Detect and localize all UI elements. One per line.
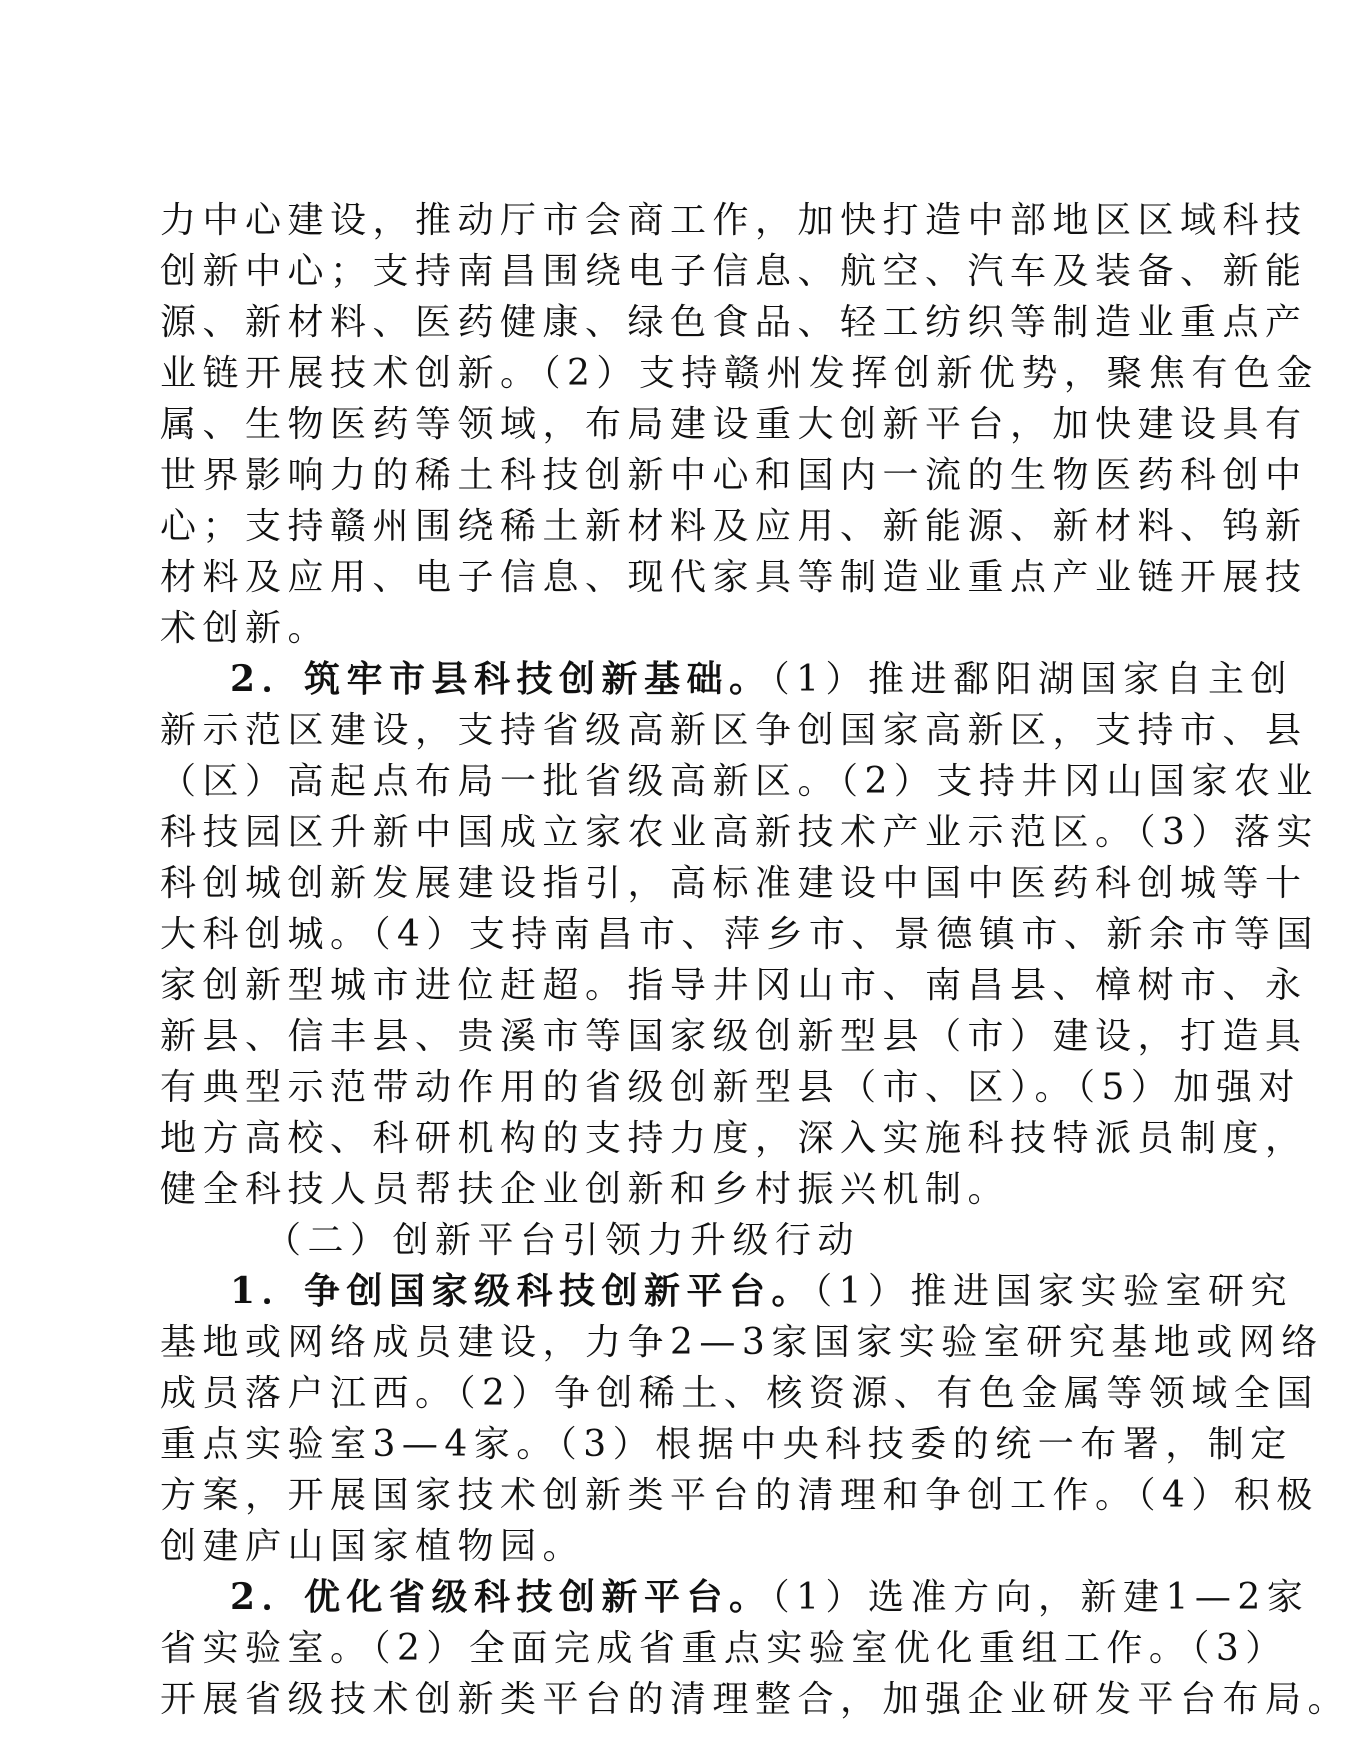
- text-line: 创新中心；支持南昌围绕电子信息、航空、汽车及装备、新能: [160, 251, 1308, 292]
- text-line: 创建庐山国家植物园。: [160, 1526, 586, 1567]
- text-line: 材料及应用、电子信息、现代家具等制造业重点产业链开展技: [160, 557, 1308, 598]
- text-line: 成员落户江西。（2）争创稀土、核资源、有色金属等领域全国: [160, 1373, 1319, 1414]
- text-line: 属、生物医药等领域，布局建设重大创新平台，加快建设具有: [160, 404, 1308, 445]
- text-line: 大科创城。（4）支持南昌市、萍乡市、景德镇市、新余市等国: [160, 914, 1319, 955]
- text-line: 开展省级技术创新类平台的清理整合，加强企业研发平台布局。: [160, 1679, 1350, 1720]
- text-line: 世界影响力的稀土科技创新中心和国内一流的生物医药科创中: [160, 455, 1308, 496]
- text-line: 新示范区建设，支持省级高新区争创国家高新区，支持市、县: [160, 710, 1308, 751]
- paragraph-heading: 1．争创国家级科技创新平台。: [230, 1270, 815, 1312]
- section-title: （二）创新平台引领力升级行动: [265, 1220, 861, 1261]
- paragraph-3: [160, 1266, 1324, 1572]
- text-line: 心；支持赣州围绕稀土新材料及应用、新能源、新材料、钨新: [160, 506, 1308, 547]
- text-line: 基地或网络成员建设，力争2—3家国家实验室研究基地或网络: [160, 1322, 1324, 1363]
- text-line: 健全科技人员帮扶企业创新和乡村振兴机制。: [160, 1169, 1011, 1210]
- text-line: 术创新。: [160, 608, 331, 649]
- text-run: （1）选准方向，新建1—2家: [771, 1577, 1310, 1618]
- text-line: 新县、信丰县、贵溪市等国家级创新型县（市）建设，打造具: [160, 1016, 1308, 1057]
- paragraph-4: [160, 1572, 1350, 1725]
- paragraph-heading: 2．筑牢市县科技创新基础。: [230, 658, 772, 700]
- text-line: 业链开展技术创新。（2）支持赣州发挥创新优势，聚焦有色金: [160, 353, 1319, 394]
- paragraph-1: [160, 195, 1319, 654]
- text-run: （1）推进鄱阳湖国家自主创: [771, 659, 1293, 700]
- paragraph-2: [160, 654, 1319, 1215]
- paragraph-first-line: [160, 1266, 1293, 1317]
- text-line: 科创城创新发展建设指引，高标准建设中国中医药科创城等十: [160, 863, 1308, 904]
- text-line: 科技园区升新中国成立家农业高新技术产业示范区。（3）落实: [160, 812, 1319, 853]
- paragraph-heading: 2．优化省级科技创新平台。: [230, 1576, 772, 1618]
- text-run: （1）推进国家实验室研究: [814, 1271, 1293, 1312]
- text-line: 方案，开展国家技术创新类平台的清理和争创工作。（4）积极: [160, 1475, 1319, 1516]
- text-line: 重点实验室3—4家。（3）根据中央科技委的统一布署，制定: [160, 1424, 1293, 1465]
- text-line: 地方高校、科研机构的支持力度，深入实施科技特派员制度，: [160, 1118, 1308, 1159]
- text-line: （区）高起点布局一批省级高新区。（2）支持井冈山国家农业: [160, 761, 1319, 802]
- text-line: 源、新材料、医药健康、绿色食品、轻工纺织等制造业重点产: [160, 302, 1308, 343]
- paragraph-first-line: [160, 654, 1293, 705]
- text-line: 家创新型城市进位赶超。指导井冈山市、南昌县、樟树市、永: [160, 965, 1308, 1006]
- text-line: 省实验室。（2）全面完成省重点实验室优化重组工作。（3）: [160, 1628, 1288, 1669]
- text-line: 力中心建设，推动厅市会商工作，加快打造中部地区区域科技: [160, 200, 1308, 241]
- paragraph-first-line: [160, 1572, 1310, 1623]
- document-page: [160, 195, 1350, 1725]
- text-line: 有典型示范带动作用的省级创新型县（市、区）。（5）加强对: [160, 1067, 1301, 1108]
